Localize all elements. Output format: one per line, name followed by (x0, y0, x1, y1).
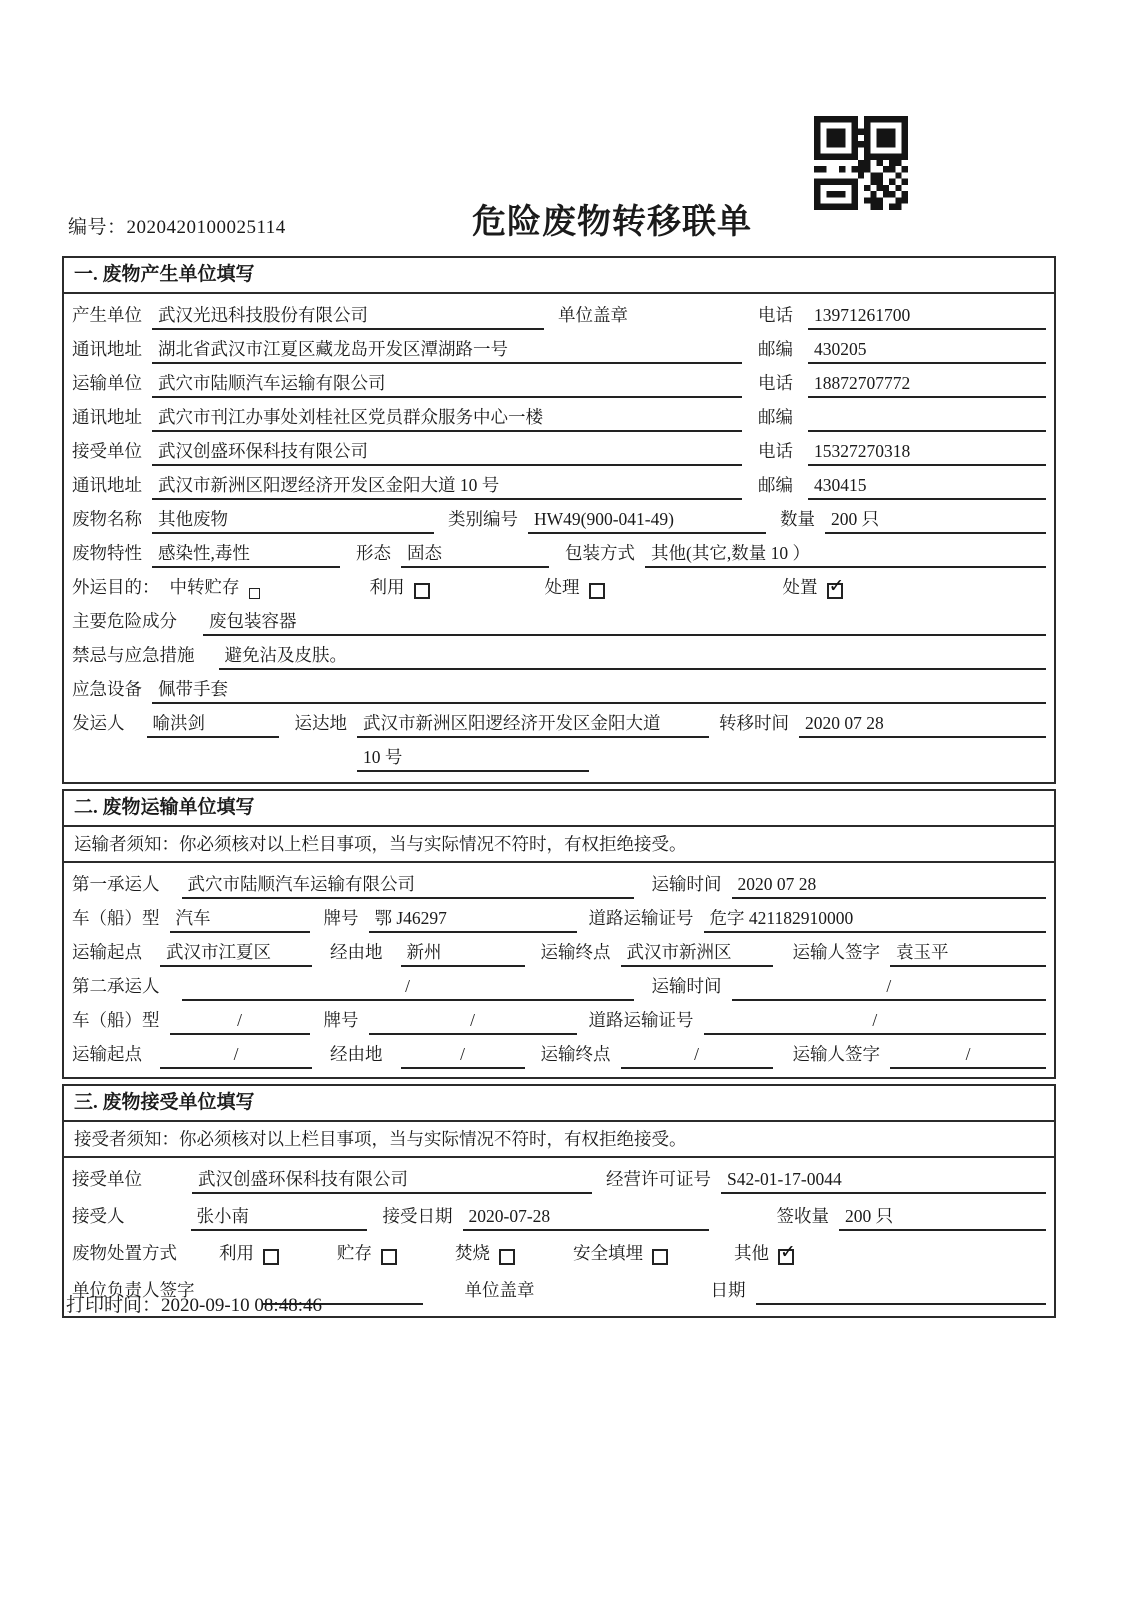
field-disposal-method (72, 1236, 1046, 1273)
second-origin-value: / (160, 1039, 312, 1069)
receiver-notice: 接受者须知：你必须核对以上栏目事项，当与实际情况不符时，有权拒绝接受。 (64, 1122, 1054, 1158)
second-transport-time-value: / (732, 971, 1047, 1001)
accepting-unit-value: 武汉创盛环保科技有限公司 (192, 1164, 592, 1194)
section-receiver (62, 1084, 1056, 1318)
first-carrier-label: 第一承运人 (72, 874, 160, 894)
second-vehicle-value: / (170, 1005, 310, 1035)
first-vehicle-value: 汽车 (170, 903, 310, 933)
checkbox-transit-storage (249, 588, 260, 599)
field-emergency-equipment (72, 672, 1046, 706)
license-value: S42-01-17-0044 (721, 1164, 1046, 1194)
producer-address-value: 湖北省武汉市江夏区藏龙岛开发区潭湖路一号 (152, 334, 742, 364)
taboo-measures-value: 避免沾及皮肤。 (219, 640, 1047, 670)
second-origin-label: 运输起点 (72, 1044, 142, 1064)
waste-traits-value: 感染性,毒性 (152, 538, 340, 568)
receiver-zip-value: 430415 (808, 470, 1046, 500)
checkbox-disposal-incinerate (499, 1249, 515, 1265)
doc-number-value: 2020420100025114 (126, 217, 286, 238)
packing-label: 包装方式 (565, 543, 635, 563)
emergency-equipment-value: 佩带手套 (152, 674, 1046, 704)
checkbox-disposal-landfill (652, 1249, 668, 1265)
receiver-address-value: 武汉市新洲区阳逻经济开发区金阳大道 10 号 (152, 470, 742, 500)
destination-label: 运达地 (294, 713, 347, 733)
field-accepting-unit (72, 1162, 1046, 1199)
license-label: 经营许可证号 (606, 1169, 711, 1189)
first-end-value: 武汉市新洲区 (621, 937, 773, 967)
transfer-purpose-label: 外运目的： (72, 577, 160, 597)
dispatcher-label: 发运人 (72, 713, 125, 733)
receiver-unit-label: 接受单位 (72, 441, 142, 461)
waste-name-label: 废物名称 (72, 509, 142, 529)
responsible-signature-label: 单位负责人签字 (72, 1280, 195, 1300)
seal-date-value (756, 1275, 1047, 1305)
option-disposal-incinerate: 焚烧 (455, 1238, 515, 1268)
second-permit-label: 道路运输证号 (588, 1010, 694, 1030)
transport-address-value: 武穴市刊江办事处刘桂社区党员群众服务中心一楼 (152, 402, 742, 432)
section-transporter (62, 789, 1056, 1079)
field-transfer-purpose (72, 570, 1046, 604)
waste-qty-label: 数量 (780, 509, 815, 529)
field-taboo-measures (72, 638, 1046, 672)
print-time (66, 1290, 322, 1317)
second-carrier-sign-value: / (890, 1039, 1046, 1069)
first-carrier-sign-label: 运输人签字 (792, 942, 880, 962)
dispatcher-value: 喻洪剑 (147, 708, 279, 738)
producer-unit-label: 产生单位 (72, 305, 142, 325)
field-producer-unit (72, 298, 1046, 332)
transport-unit-value: 武穴市陆顺汽车运输有限公司 (152, 368, 742, 398)
option-disposal-other: 其他 ✓ (734, 1238, 794, 1268)
producer-phone-label: 电话 (758, 305, 793, 325)
first-permit-label: 道路运输证号 (588, 908, 694, 928)
unit-seal-label: 单位盖章 (558, 305, 628, 325)
checkbox-disposal-store (381, 1249, 397, 1265)
doc-number-label: 编号： (68, 217, 127, 238)
transport-zip-label: 邮编 (758, 407, 793, 427)
transport-phone-label: 电话 (758, 373, 793, 393)
first-plate-label: 牌号 (323, 908, 359, 928)
hazard-components-value: 废包装容器 (203, 606, 1046, 636)
field-second-route (72, 1037, 1046, 1071)
acceptor-label: 接受人 (72, 1206, 125, 1226)
received-qty-value: 200 只 (839, 1201, 1046, 1231)
second-transport-time-label: 运输时间 (651, 976, 722, 996)
emergency-equipment-label: 应急设备 (72, 679, 142, 699)
option-treat: 处理 (545, 572, 605, 602)
second-via-label: 经由地 (330, 1044, 383, 1064)
producer-unit-value: 武汉光迅科技股份有限公司 (152, 300, 544, 330)
checkbox-disposal-utilize (263, 1249, 279, 1265)
waste-form-label: 形态 (356, 543, 391, 563)
second-end-value: / (621, 1039, 773, 1069)
transfer-time-label: 转移时间 (719, 713, 789, 733)
checkbox-dispose (827, 583, 843, 599)
print-time-value: 2020-09-10 08:48:46 (161, 1295, 322, 1316)
first-via-value: 新州 (401, 937, 525, 967)
field-first-route (72, 935, 1046, 969)
print-time-label: 打印时间： (66, 1295, 162, 1316)
section-producer-header: 一. 废物产生单位填写 (64, 258, 1054, 294)
second-permit-value: / (704, 1005, 1047, 1035)
packing-value: 其他(其它,数量 10 ） (645, 538, 1046, 568)
transporter-notice: 运输者须知：你必须核对以上栏目事项，当与实际情况不符时，有权拒绝接受。 (64, 827, 1054, 863)
waste-qty-value: 200 只 (825, 504, 1046, 534)
waste-traits-label: 废物特性 (72, 543, 142, 563)
field-second-vehicle (72, 1003, 1046, 1037)
receiver-zip-label: 邮编 (758, 475, 793, 495)
section-transporter-header: 二. 废物运输单位填写 (64, 791, 1054, 827)
producer-zip-label: 邮编 (758, 339, 793, 359)
field-receiver-unit (72, 434, 1046, 468)
first-end-label: 运输终点 (540, 942, 611, 962)
accepting-unit-label: 接受单位 (72, 1169, 142, 1189)
checkbox-disposal-other (778, 1249, 794, 1265)
field-transport-unit (72, 366, 1046, 400)
transport-zip-value (808, 402, 1046, 432)
first-origin-label: 运输起点 (72, 942, 142, 962)
first-transport-time-value: 2020 07 28 (732, 869, 1047, 899)
option-dispose: 处置 ✓ (783, 572, 843, 602)
doc-number (68, 212, 286, 239)
option-utilize: 利用 (370, 572, 430, 602)
destination-value: 武汉市新洲区阳逻经济开发区金阳大道 10 号 (357, 708, 709, 772)
first-via-label: 经由地 (330, 942, 383, 962)
second-carrier-label: 第二承运人 (72, 976, 160, 996)
option-disposal-utilize: 利用 (219, 1238, 279, 1268)
taboo-measures-label: 禁忌与应急措施 (72, 645, 195, 665)
producer-address-label: 通讯地址 (72, 339, 142, 359)
checkbox-treat (589, 583, 605, 599)
first-transport-time-label: 运输时间 (651, 874, 722, 894)
second-plate-label: 牌号 (323, 1010, 359, 1030)
received-qty-label: 签收量 (776, 1206, 829, 1226)
transport-phone-value: 18872707772 (808, 368, 1046, 398)
first-origin-value: 武汉市江夏区 (160, 937, 312, 967)
acceptor-value: 张小南 (191, 1201, 367, 1231)
receiver-address-label: 通讯地址 (72, 475, 142, 495)
accept-date-value: 2020-07-28 (463, 1201, 709, 1231)
receiver-phone-value: 15327270318 (808, 436, 1046, 466)
field-receiver-address (72, 468, 1046, 502)
field-hazard-components (72, 604, 1046, 638)
page-title: 危险废物转移联单 (472, 204, 752, 241)
field-transport-address (72, 400, 1046, 434)
second-vehicle-label: 车（船）型 (72, 1010, 160, 1030)
field-dispatch (72, 706, 1046, 776)
option-disposal-store: 贮存 (337, 1238, 397, 1268)
waste-form-value: 固态 (401, 538, 549, 568)
second-via-value: / (401, 1039, 525, 1069)
section-receiver-header: 三. 废物接受单位填写 (64, 1086, 1054, 1122)
producer-phone-value: 13971261700 (808, 300, 1046, 330)
field-waste-name (72, 502, 1046, 536)
first-vehicle-label: 车（船）型 (72, 908, 160, 928)
receiver-phone-label: 电话 (758, 441, 793, 461)
field-waste-traits (72, 536, 1046, 570)
second-carrier-sign-label: 运输人签字 (792, 1044, 880, 1064)
section-producer (62, 256, 1056, 784)
accept-date-label: 接受日期 (382, 1206, 453, 1226)
waste-code-value: HW49(900-041-49) (528, 504, 766, 534)
seal-date-label: 日期 (710, 1280, 746, 1300)
first-carrier-sign-value: 袁玉平 (890, 937, 1046, 967)
unit-seal-label-2: 单位盖章 (464, 1280, 535, 1300)
transfer-time-value: 2020 07 28 (799, 708, 1046, 738)
second-plate-value: / (369, 1005, 577, 1035)
field-producer-address (72, 332, 1046, 366)
field-acceptor (72, 1199, 1046, 1236)
disposal-method-label: 废物处置方式 (72, 1243, 177, 1263)
first-plate-value: 鄂 J46297 (369, 903, 577, 933)
field-first-carrier (72, 867, 1046, 901)
receiver-unit-value: 武汉创盛环保科技有限公司 (152, 436, 742, 466)
second-carrier-value: / (182, 971, 634, 1001)
field-second-carrier (72, 969, 1046, 1003)
first-permit-value: 危字 421182910000 (704, 903, 1047, 933)
checkbox-utilize (414, 583, 430, 599)
field-first-vehicle (72, 901, 1046, 935)
option-transit-storage: 中转贮存 (170, 572, 260, 602)
waste-code-label: 类别编号 (448, 509, 518, 529)
producer-zip-value: 430205 (808, 334, 1046, 364)
hazard-components-label: 主要危险成分 (72, 611, 177, 631)
qr-code (814, 116, 908, 210)
waste-name-value: 其他废物 (152, 504, 434, 534)
transport-address-label: 通讯地址 (72, 407, 142, 427)
option-disposal-landfill: 安全填埋 (573, 1238, 668, 1268)
first-carrier-value: 武穴市陆顺汽车运输有限公司 (182, 869, 634, 899)
transport-unit-label: 运输单位 (72, 373, 142, 393)
second-end-label: 运输终点 (540, 1044, 611, 1064)
manifest-form (62, 256, 1056, 1323)
